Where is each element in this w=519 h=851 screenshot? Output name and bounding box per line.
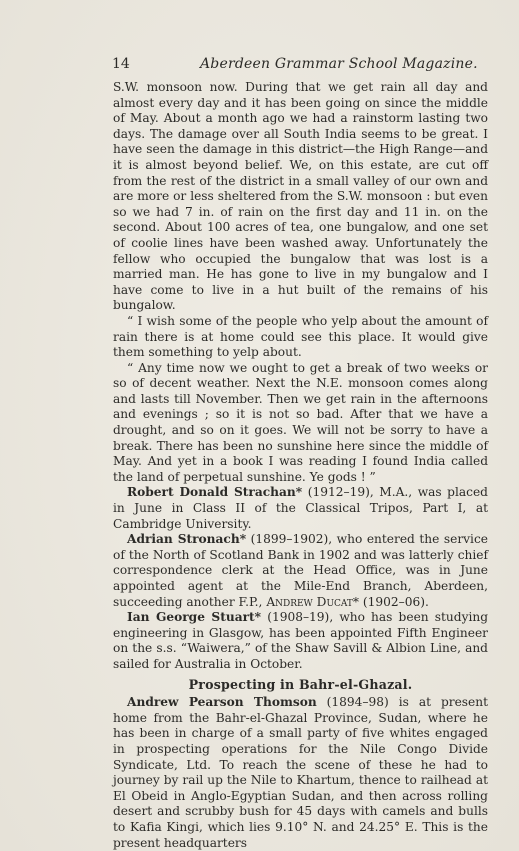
person-name: Ian George Stuart*	[127, 610, 262, 625]
paragraph-stuart	[113, 610, 488, 672]
paragraph-text: (1902–06).	[359, 594, 429, 609]
person-name: Andrew Pearson Thomson	[127, 695, 317, 710]
paragraph-text: (1899–1902), who entered the service of the North of Scotland Bank in 1902 and was latterly chief correspondence clerk at the Head Office, was in June appointed agent at the Mile-End Branch, Aberdeen, succeeding another F.P.,	[113, 532, 488, 609]
section-heading: Prospecting in Bahr-el-Ghazal.	[188, 676, 413, 692]
person-name: Robert Donald Strachan*	[127, 485, 303, 500]
paragraph-thomson	[113, 695, 488, 851]
person-name: Adrian Stronach*	[127, 532, 247, 547]
paragraph-text: (1894–98) is at present home from the Bahr-el-Ghazal Province, Sudan, where he has been in charge of a small party of five whites engaged in prospecting operations for the Nile Congo Divide Syndicate, Ltd. To reach the scene of these he had to journey by rail up the Nile to Khartum, thence to railhead at El Obeid in Anglo-Egyptian Sudan, and then across rolling desert and scrubby bush for 45 days with camels and bulls to Kafia Kingi, which lies 9.10° N. and 24.25° E. This is the present headquarters	[113, 695, 489, 850]
paragraph-stronach	[113, 532, 488, 610]
page-number: 14	[112, 56, 130, 72]
article-body	[113, 80, 488, 851]
paragraph-weather: “ Any time now we ought to get a break of two weeks or so of decent weather. Next the N.E. monsoon comes along and lasts till November. Then we get rain in the afternoons and evenings ; so it is not so bad. After that we have a drought, and so on it goes. We will not be sorry to have a break. There has been no sunshine here since the middle of May. And yet in a book I was reading I found India called the land of perpetual sunshine. Ye gods ! ”	[113, 360, 488, 484]
paragraph-text: (1912–19), M.A., was placed in June in Class II of the Classical Tripos, Part I, at Cambridge University.	[113, 485, 488, 531]
person-name-smallcaps: Andrew Ducat*	[266, 594, 360, 609]
paragraph-text: (1908–19), who has been studying engineering in Glasgow, has been appointed Fifth Engineer on the s.s. “Waiwera,” of the Shaw Savill & Albion Line, and sailed for Australia in October.	[113, 610, 488, 671]
page-header	[112, 56, 488, 76]
paragraph-strachan	[113, 485, 488, 532]
paragraph-yelp: “ I wish some of the people who yelp about the amount of rain there is at home could see this place. It would give them something to yelp about.	[113, 313, 488, 360]
paragraph-monsoon: S.W. monsoon now. During that we get rain all day and almost every day and it has been going on since the middle of May. About a month ago we had a rainstorm lasting two days. The damage over all South India seems to be great. I have seen the damage in this district—the High Range—and it is almost beyond belief. We, on this estate, are cut off from the rest of the district in a small valley of our own and are more or less sheltered from the S.W. monsoon : but even so we had 7 in. of rain on the first day and 11 in. on the second. About 100 acres of tea, one bungalow, and one set of coolie lines have been washed away. Unfortunately the fellow who occupied the bungalow that was lost is a married man. He has gone to live in my bungalow and I have come to live in a hut built of the remains of his bungalow.	[113, 80, 488, 313]
running-title: Aberdeen Grammar School Magazine.	[200, 56, 478, 72]
